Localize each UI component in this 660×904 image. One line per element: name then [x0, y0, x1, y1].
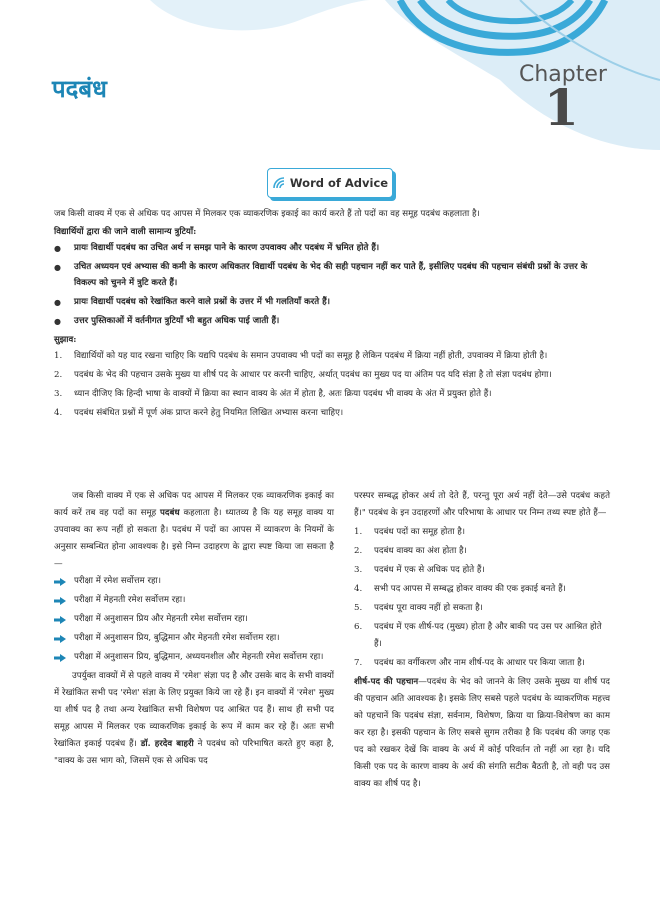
- sheersh-pad-heading: शीर्ष-पद की पहचान: [354, 677, 419, 687]
- error-item: ● प्रायः विद्यार्थी पदबंध का उचित अर्थ न समझ पाने के कारण उपवाक्य और पदबंध में भ्रमित होते हैं।: [54, 240, 610, 256]
- arrow-icon: [54, 597, 66, 605]
- fact-text: पदबंध वाक्य का अंश होता है।: [374, 546, 467, 556]
- arrow-icon: [54, 635, 66, 643]
- facts-list: [354, 524, 610, 672]
- fact-number: 4.: [354, 584, 363, 594]
- fact-item: [354, 600, 610, 617]
- fact-item: [354, 655, 610, 672]
- chapter-number: 1: [544, 78, 579, 137]
- suggestions-heading: सुझाव:: [54, 335, 77, 345]
- fact-number: 6.: [354, 622, 363, 632]
- author-name: डॉ. हरदेव बाहरी: [140, 739, 194, 749]
- arrow-icon: [54, 654, 66, 662]
- errors-heading: विद्यार्थियों द्वारा की जाने वाली सामान्य त्रुटियाँ:: [54, 227, 197, 237]
- suggestion-item: [54, 405, 610, 421]
- fact-number: 5.: [354, 603, 363, 613]
- example-text: परीक्षा में अनुशासन प्रिय, बुद्धिमान, अध्ययनशील और मेहनती रमेश सर्वोत्तम रहा।: [74, 652, 324, 662]
- suggestion-text: पदबंध संबंधित प्रश्नों में पूर्ण अंक प्राप्त करने हेतु नियमित लिखित अभ्यास करना चाहिए।: [74, 408, 344, 418]
- example-text: परीक्षा में रमेश सर्वोत्तम रहा।: [74, 576, 162, 586]
- error-item: ● प्रायः विद्यार्थी पदबंध को रेखांकित करने वाले प्रश्नों के उत्तर में भी गलतियाँ करते हैं।: [54, 294, 610, 310]
- example-item: [54, 611, 334, 628]
- left-para-2: [54, 668, 334, 770]
- suggestions-list: [54, 348, 610, 421]
- fact-text: पदबंध में एक शीर्ष-पद (मुख्य) होता है और बाकी पद उस पर आश्रित होते हैं।: [374, 622, 602, 649]
- advice-section: [54, 206, 610, 424]
- left-intro-text-2: कहलाता है। ध्यातव्य है कि यह समूह वाक्य या उपवाक्य का रूप नहीं हो सकता है। पदबंध में पदों का आपस में व्याकरण के नियमों के अनुसार सम्बन्धित होना आवश्यक है। इसे निम्न उदाहरण के द्वारा स्पष्ट किया जा सकता है—: [54, 508, 335, 569]
- pad-bandh-term: पदबंध: [160, 508, 180, 518]
- fact-item: [354, 619, 610, 653]
- example-text: परीक्षा में अनुशासन प्रिय, बुद्धिमान और मेहनती रमेश सर्वोत्तम रहा।: [74, 633, 280, 643]
- errors-list: [54, 240, 610, 329]
- fact-item: [354, 562, 610, 579]
- arrow-icon: [54, 616, 66, 624]
- suggestion-number: 3.: [54, 389, 63, 399]
- fact-item: [354, 524, 610, 541]
- right-para-2: [354, 674, 610, 793]
- page-title: पदबंध: [52, 75, 107, 103]
- fact-item: [354, 543, 610, 560]
- fact-text: पदबंध पदों का समूह होता है।: [374, 527, 466, 537]
- fact-text: पदबंध का वर्गीकरण और नाम शीर्ष-पद के आधार पर किया जाता है।: [374, 658, 585, 668]
- arrow-icon: [54, 578, 66, 586]
- left-intro: [54, 488, 334, 573]
- example-item: [54, 573, 334, 590]
- suggestion-number: 4.: [54, 408, 63, 418]
- error-item: ● उचित अध्ययन एवं अभ्यास की कमी के कारण अधिकतर विद्यार्थी पदबंध के भेद की सही पहचान नहीं कर पाते हैं, इसीलिए पदबंध की पहचान संबंधी प्रश्नों के उत्तर के विकल्प को चुनने में त्रुटि करते हैं।: [54, 259, 610, 291]
- fact-number: 2.: [354, 546, 363, 556]
- word-of-advice-label: Word of Advice: [289, 176, 389, 190]
- word-of-advice-box: [267, 168, 393, 198]
- suggestion-item: [54, 348, 610, 364]
- suggestion-number: 2.: [54, 370, 63, 380]
- fact-number: 3.: [354, 565, 363, 575]
- right-para-2-text: —पदबंध के भेद को जानने के लिए उसके मुख्य या शीर्ष पद की पहचान अति आवश्यक है। इसके लिए सबसे पहले पदबंध के व्याकरणिक महत्त्व को पहचानें कि पदबंध संज्ञा, सर्वनाम, विशेषण, क्रिया या क्रिया-विशेषण का काम कर रहा है। इसकी पहचान के लिए सबसे सुगम तरीका है कि पदबंध की जगह एक पद को रखकर देखें कि वाक्य के अर्थ में कोई परिवर्तन तो नहीं आ रहा है। यदि किसी एक पद के कारण वाक्य के अर्थ की संगति सटीक बैठती है, तो वही पद उस वाक्य का शीर्ष पद है।: [354, 677, 610, 789]
- right-column: [354, 488, 610, 793]
- fact-text: पदबंध में एक से अधिक पद होते हैं।: [374, 565, 485, 575]
- right-para-1: परस्पर सम्बद्ध होकर अर्थ तो देते हैं, परन्तु पूरा अर्थ नहीं देते—उसे पदबंध कहते हैं।" पदबंध के इन उदाहरणों और परिभाषा के आधार पर निम्न तथ्य स्पष्ट होते हैं—: [354, 491, 610, 518]
- example-item: [54, 592, 334, 609]
- fact-text: पदबंध पूरा वाक्य नहीं हो सकता है।: [374, 603, 483, 613]
- fact-item: [354, 581, 610, 598]
- suggestion-text: ध्यान दीजिए कि हिन्दी भाषा के वाक्यों में क्रिया का स्थान वाक्य के अंत में होता है, अतः क्रिया पदबंध भी वाक्य के अंत में प्रयुक्त होते हैं।: [74, 389, 492, 399]
- signal-icon: [272, 176, 286, 190]
- suggestion-text: विद्यार्थियों को यह याद रखना चाहिए कि यद्यपि पदबंध के समान उपवाक्य भी पदों का समूह है लेकिन पदबंध में क्रिया नहीं होती, उपवाक्य में क्रिया होती है।: [74, 351, 548, 361]
- example-item: [54, 649, 334, 666]
- fact-number: 1.: [354, 527, 363, 537]
- suggestion-item: [54, 367, 610, 383]
- fact-text: सभी पद आपस में सम्बद्ध होकर वाक्य की एक इकाई बनते हैं।: [374, 584, 566, 594]
- example-text: परीक्षा में अनुशासन प्रिय और मेहनती रमेश सर्वोत्तम रहा।: [74, 614, 248, 624]
- example-item: [54, 630, 334, 647]
- left-para-2-text-2: ने पदबंध को परिभाषित करते हुए कहा है, "वाक्य के उस भाग को, जिसमें एक से अधिक पद: [54, 739, 335, 766]
- fact-number: 7.: [354, 658, 363, 668]
- advice-intro: जब किसी वाक्य में एक से अधिक पद आपस में मिलकर एक व्याकरणिक इकाई का कार्य करते हैं तो पदों का वह समूह पदबंध कहलाता है।: [54, 209, 480, 219]
- left-intro-text: जब किसी वाक्य में एक से अधिक पद आपस में मिलकर एक व्याकरणिक इकाई का कार्य करें तब वह पदों का समूह: [54, 491, 334, 518]
- suggestion-number: 1.: [54, 351, 63, 361]
- example-text: परीक्षा में मेहनती रमेश सर्वोत्तम रहा।: [74, 595, 186, 605]
- left-column: [54, 488, 334, 770]
- suggestion-text: पदबंध के भेद की पहचान उसके मुख्य या शीर्ष पद के आधार पर करनी चाहिए, अर्थात् पदबंध का मुख्य पद या अंतिम पद यदि संज्ञा है तो संज्ञा पदबंध होगा।: [74, 370, 552, 380]
- error-item: ● उत्तर पुस्तिकाओं में वर्तनीगत त्रुटियाँ भी बहुत अधिक पाई जाती हैं।: [54, 313, 610, 329]
- left-para-2-text: उपर्युक्त वाक्यों में से पहले वाक्य में 'रमेश' संज्ञा पद है और उसके बाद के सभी वाक्यों में रेखांकित सभी पद 'रमेश' संज्ञा के लिए प्रयुक्त किये जा रहे हैं। इन वाक्यों में 'रमेश' मुख्य या शीर्ष पद है तथा अन्य रेखांकित सभी विशेषण पद आश्रित पद हैं। साथ ही सभी पद समूह आपस में मिलकर एक व्याकरणिक इकाई के रूप में काम कर रहे हैं। अतः सभी रेखांकित इकाई पदबंध हैं।: [54, 671, 334, 749]
- chapter-label: Chapter: [519, 62, 607, 87]
- suggestion-item: [54, 386, 610, 402]
